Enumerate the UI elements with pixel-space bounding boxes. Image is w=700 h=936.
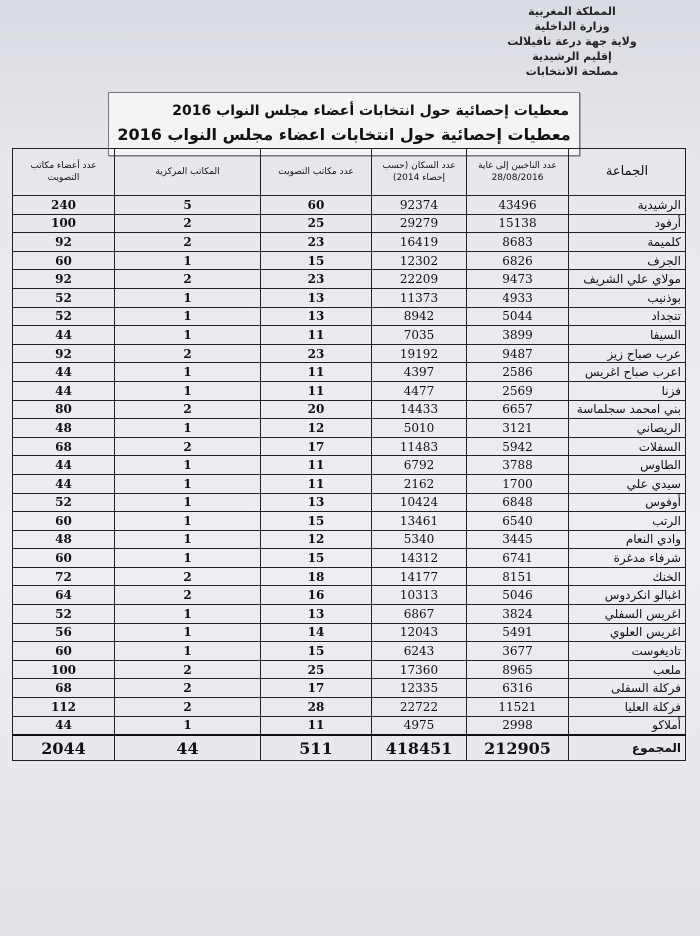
table-row xyxy=(13,716,686,735)
population-cell: 14312 xyxy=(372,549,467,568)
table-row xyxy=(13,233,686,252)
table-row xyxy=(13,419,686,438)
table-row xyxy=(13,586,686,605)
polling-offices-cell: 23 xyxy=(261,233,372,252)
commune-cell: أملاكو xyxy=(569,716,686,735)
total-polling-offices-cell: 511 xyxy=(261,735,372,761)
title-line-1: معطيات إحصائية حول انتخابات أعضاء مجلس النواب 2016 xyxy=(172,103,569,119)
central-offices-cell: 1 xyxy=(115,623,261,642)
voters-cell: 5942 xyxy=(467,437,569,456)
polling-offices-cell: 16 xyxy=(261,586,372,605)
table-row xyxy=(13,605,686,624)
table-row xyxy=(13,493,686,512)
total-office-members-cell: 2044 xyxy=(13,735,115,761)
central-offices-cell: 2 xyxy=(115,586,261,605)
table-row xyxy=(13,456,686,475)
population-cell: 5340 xyxy=(372,530,467,549)
voters-cell: 1700 xyxy=(467,474,569,493)
office-members-cell: 56 xyxy=(13,623,115,642)
population-cell: 4975 xyxy=(372,716,467,735)
office-members-cell: 52 xyxy=(13,493,115,512)
office-members-cell: 80 xyxy=(13,400,115,419)
statistics-table xyxy=(12,148,686,761)
population-cell: 6243 xyxy=(372,642,467,661)
population-cell: 29279 xyxy=(372,214,467,233)
commune-cell: اغريس السفلي xyxy=(569,605,686,624)
polling-offices-cell: 11 xyxy=(261,716,372,735)
title-line-2: معطيات إحصائية حول انتخابات اعضاء مجلس النواب 2016 xyxy=(117,125,571,144)
voters-cell: 8965 xyxy=(467,660,569,679)
commune-cell: اغبالو انكردوس xyxy=(569,586,686,605)
commune-cell: بني امحمد سجلماسة xyxy=(569,400,686,419)
commune-cell: ملعب xyxy=(569,660,686,679)
table-row xyxy=(13,214,686,233)
office-members-cell: 68 xyxy=(13,437,115,456)
commune-cell: بوذنيب xyxy=(569,288,686,307)
total-central-offices-cell: 44 xyxy=(115,735,261,761)
commune-cell: الرتب xyxy=(569,512,686,531)
table-row xyxy=(13,437,686,456)
voters-cell: 6848 xyxy=(467,493,569,512)
polling-offices-cell: 11 xyxy=(261,456,372,475)
voters-cell: 6657 xyxy=(467,400,569,419)
table-row xyxy=(13,344,686,363)
polling-offices-cell: 11 xyxy=(261,381,372,400)
table-row xyxy=(13,679,686,698)
voters-cell: 2569 xyxy=(467,381,569,400)
central-offices-cell: 1 xyxy=(115,326,261,345)
office-members-cell: 44 xyxy=(13,326,115,345)
polling-offices-cell: 13 xyxy=(261,288,372,307)
header-office-members: عدد أعضاء مكاتب التصويت xyxy=(13,149,115,196)
office-members-cell: 92 xyxy=(13,233,115,252)
polling-offices-cell: 25 xyxy=(261,214,372,233)
population-cell: 14177 xyxy=(372,567,467,586)
population-cell: 11373 xyxy=(372,288,467,307)
central-offices-cell: 1 xyxy=(115,530,261,549)
table-row xyxy=(13,549,686,568)
central-offices-cell: 1 xyxy=(115,605,261,624)
total-voters-cell: 212905 xyxy=(467,735,569,761)
voters-cell: 8683 xyxy=(467,233,569,252)
population-cell: 6867 xyxy=(372,605,467,624)
population-cell: 5010 xyxy=(372,419,467,438)
central-offices-cell: 2 xyxy=(115,698,261,717)
header-voters: عدد الناخبين إلى غاية 28/08/2016 xyxy=(467,149,569,196)
population-cell: 11483 xyxy=(372,437,467,456)
polling-offices-cell: 17 xyxy=(261,679,372,698)
header-population: عدد السكان (حسب إحصاء 2014) xyxy=(372,149,467,196)
central-offices-cell: 2 xyxy=(115,660,261,679)
polling-offices-cell: 11 xyxy=(261,363,372,382)
office-members-cell: 100 xyxy=(13,214,115,233)
office-members-cell: 52 xyxy=(13,307,115,326)
polling-offices-cell: 20 xyxy=(261,400,372,419)
commune-cell: الجرف xyxy=(569,251,686,270)
commune-cell: مولاي علي الشريف xyxy=(569,270,686,289)
table-row xyxy=(13,307,686,326)
table-row xyxy=(13,530,686,549)
voters-cell: 6316 xyxy=(467,679,569,698)
voters-cell: 3677 xyxy=(467,642,569,661)
table-row xyxy=(13,474,686,493)
population-cell: 12043 xyxy=(372,623,467,642)
central-offices-cell: 2 xyxy=(115,344,261,363)
office-members-cell: 60 xyxy=(13,549,115,568)
table-row xyxy=(13,660,686,679)
central-offices-cell: 2 xyxy=(115,400,261,419)
polling-offices-cell: 12 xyxy=(261,530,372,549)
population-cell: 10424 xyxy=(372,493,467,512)
commune-cell: السيفا xyxy=(569,326,686,345)
office-members-cell: 64 xyxy=(13,586,115,605)
central-offices-cell: 1 xyxy=(115,716,261,735)
population-cell: 13461 xyxy=(372,512,467,531)
population-cell: 4397 xyxy=(372,363,467,382)
voters-cell: 9487 xyxy=(467,344,569,363)
table-row xyxy=(13,381,686,400)
population-cell: 12335 xyxy=(372,679,467,698)
voters-cell: 5491 xyxy=(467,623,569,642)
office-members-cell: 92 xyxy=(13,344,115,363)
polling-offices-cell: 23 xyxy=(261,270,372,289)
table-row xyxy=(13,400,686,419)
voters-cell: 11521 xyxy=(467,698,569,717)
table-row xyxy=(13,251,686,270)
office-members-cell: 52 xyxy=(13,605,115,624)
polling-offices-cell: 11 xyxy=(261,474,372,493)
commune-cell: فركلة العليا xyxy=(569,698,686,717)
header-commune: الجماعة xyxy=(569,149,686,196)
office-members-cell: 48 xyxy=(13,419,115,438)
commune-cell: الريصاني xyxy=(569,419,686,438)
office-members-cell: 52 xyxy=(13,288,115,307)
commune-cell: كلميمة xyxy=(569,233,686,252)
office-members-cell: 44 xyxy=(13,363,115,382)
commune-cell: الخنك xyxy=(569,567,686,586)
letterhead xyxy=(472,4,672,79)
voters-cell: 3788 xyxy=(467,456,569,475)
polling-offices-cell: 60 xyxy=(261,196,372,215)
letterhead-line: وزارة الداخلية xyxy=(534,20,610,33)
voters-cell: 3899 xyxy=(467,326,569,345)
voters-cell: 43496 xyxy=(467,196,569,215)
commune-cell: تاديغوست xyxy=(569,642,686,661)
office-members-cell: 44 xyxy=(13,381,115,400)
table-row xyxy=(13,698,686,717)
population-cell: 22722 xyxy=(372,698,467,717)
commune-cell: اعرب صباح اغريس xyxy=(569,363,686,382)
central-offices-cell: 1 xyxy=(115,251,261,270)
commune-cell: السفلات xyxy=(569,437,686,456)
total-row xyxy=(13,735,686,761)
voters-cell: 5046 xyxy=(467,586,569,605)
voters-cell: 9473 xyxy=(467,270,569,289)
population-cell: 12302 xyxy=(372,251,467,270)
central-offices-cell: 2 xyxy=(115,214,261,233)
polling-offices-cell: 17 xyxy=(261,437,372,456)
letterhead-line: المملكة المغربية xyxy=(528,5,616,18)
commune-cell: تنجداد xyxy=(569,307,686,326)
commune-cell: أوفوس xyxy=(569,493,686,512)
central-offices-cell: 2 xyxy=(115,679,261,698)
polling-offices-cell: 15 xyxy=(261,642,372,661)
header-central-offices: المكاتب المركزية xyxy=(115,149,261,196)
population-cell: 6792 xyxy=(372,456,467,475)
polling-offices-cell: 13 xyxy=(261,493,372,512)
letterhead-line: مصلحة الانتخابات xyxy=(525,65,619,78)
commune-cell: الرشيدية xyxy=(569,196,686,215)
commune-cell: أرفود xyxy=(569,214,686,233)
polling-offices-cell: 18 xyxy=(261,567,372,586)
office-members-cell: 60 xyxy=(13,251,115,270)
population-cell: 10313 xyxy=(372,586,467,605)
central-offices-cell: 2 xyxy=(115,270,261,289)
office-members-cell: 100 xyxy=(13,660,115,679)
commune-cell: فزنا xyxy=(569,381,686,400)
central-offices-cell: 2 xyxy=(115,437,261,456)
population-cell: 19192 xyxy=(372,344,467,363)
commune-cell: الطاوس xyxy=(569,456,686,475)
central-offices-cell: 2 xyxy=(115,233,261,252)
central-offices-cell: 1 xyxy=(115,642,261,661)
office-members-cell: 240 xyxy=(13,196,115,215)
office-members-cell: 44 xyxy=(13,456,115,475)
office-members-cell: 68 xyxy=(13,679,115,698)
polling-offices-cell: 13 xyxy=(261,605,372,624)
polling-offices-cell: 14 xyxy=(261,623,372,642)
polling-offices-cell: 25 xyxy=(261,660,372,679)
central-offices-cell: 1 xyxy=(115,493,261,512)
voters-cell: 3121 xyxy=(467,419,569,438)
voters-cell: 3824 xyxy=(467,605,569,624)
table-row xyxy=(13,363,686,382)
central-offices-cell: 1 xyxy=(115,456,261,475)
population-cell: 14433 xyxy=(372,400,467,419)
total-commune-cell: المجموع xyxy=(569,735,686,761)
polling-offices-cell: 12 xyxy=(261,419,372,438)
commune-cell: شرفاء مدغرة xyxy=(569,549,686,568)
voters-cell: 5044 xyxy=(467,307,569,326)
central-offices-cell: 1 xyxy=(115,307,261,326)
office-members-cell: 60 xyxy=(13,642,115,661)
commune-cell: عرب صباح زيز xyxy=(569,344,686,363)
population-cell: 2162 xyxy=(372,474,467,493)
table-row xyxy=(13,512,686,531)
office-members-cell: 44 xyxy=(13,474,115,493)
table-row xyxy=(13,326,686,345)
central-offices-cell: 5 xyxy=(115,196,261,215)
central-offices-cell: 1 xyxy=(115,419,261,438)
commune-cell: اغريس العلوي xyxy=(569,623,686,642)
table-header-row xyxy=(13,149,686,196)
office-members-cell: 44 xyxy=(13,716,115,735)
voters-cell: 6741 xyxy=(467,549,569,568)
office-members-cell: 48 xyxy=(13,530,115,549)
voters-cell: 6540 xyxy=(467,512,569,531)
letterhead-line: إقليم الرشيدية xyxy=(532,50,612,63)
population-cell: 92374 xyxy=(372,196,467,215)
voters-cell: 3445 xyxy=(467,530,569,549)
population-cell: 17360 xyxy=(372,660,467,679)
title-box xyxy=(108,92,580,156)
voters-cell: 15138 xyxy=(467,214,569,233)
central-offices-cell: 1 xyxy=(115,363,261,382)
voters-cell: 6826 xyxy=(467,251,569,270)
population-cell: 16419 xyxy=(372,233,467,252)
polling-offices-cell: 28 xyxy=(261,698,372,717)
central-offices-cell: 1 xyxy=(115,288,261,307)
total-population-cell: 418451 xyxy=(372,735,467,761)
polling-offices-cell: 11 xyxy=(261,326,372,345)
central-offices-cell: 2 xyxy=(115,567,261,586)
table-row xyxy=(13,270,686,289)
central-offices-cell: 1 xyxy=(115,381,261,400)
polling-offices-cell: 15 xyxy=(261,251,372,270)
voters-cell: 2586 xyxy=(467,363,569,382)
table-row xyxy=(13,567,686,586)
letterhead-line: ولاية جهة درعة تافيلالت xyxy=(507,35,637,48)
population-cell: 8942 xyxy=(372,307,467,326)
polling-offices-cell: 23 xyxy=(261,344,372,363)
office-members-cell: 72 xyxy=(13,567,115,586)
table-row xyxy=(13,196,686,215)
polling-offices-cell: 15 xyxy=(261,512,372,531)
table-row xyxy=(13,623,686,642)
central-offices-cell: 1 xyxy=(115,474,261,493)
commune-cell: وادي النعام xyxy=(569,530,686,549)
table-row xyxy=(13,642,686,661)
population-cell: 22209 xyxy=(372,270,467,289)
voters-cell: 2998 xyxy=(467,716,569,735)
office-members-cell: 92 xyxy=(13,270,115,289)
polling-offices-cell: 15 xyxy=(261,549,372,568)
population-cell: 7035 xyxy=(372,326,467,345)
polling-offices-cell: 13 xyxy=(261,307,372,326)
central-offices-cell: 1 xyxy=(115,512,261,531)
population-cell: 4477 xyxy=(372,381,467,400)
header-polling-offices: عدد مكاتب التصويت xyxy=(261,149,372,196)
central-offices-cell: 1 xyxy=(115,549,261,568)
table-row xyxy=(13,288,686,307)
voters-cell: 4933 xyxy=(467,288,569,307)
voters-cell: 8151 xyxy=(467,567,569,586)
commune-cell: فركلة السفلى xyxy=(569,679,686,698)
office-members-cell: 112 xyxy=(13,698,115,717)
office-members-cell: 60 xyxy=(13,512,115,531)
commune-cell: سيدي علي xyxy=(569,474,686,493)
